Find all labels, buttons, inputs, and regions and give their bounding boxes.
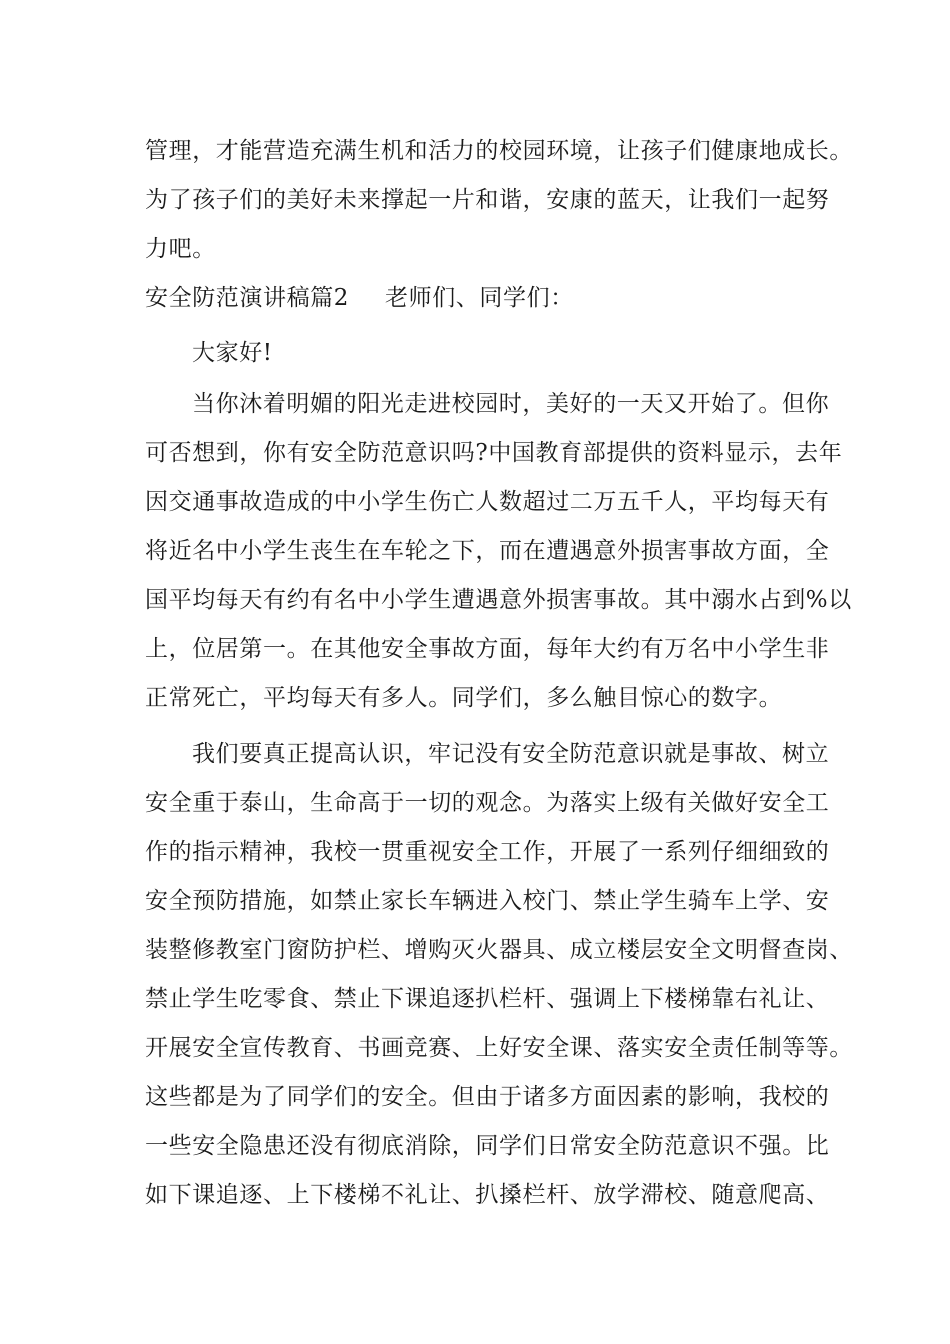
section-title: 安全防范演讲稿篇2 [145, 285, 350, 311]
paragraph2-line-1: 我们要真正提高认识，牢记没有安全防范意识就是事故、树立 [192, 741, 830, 767]
paragraph2-line-5: 装整修教室门窗防护栏、增购灭火器具、成立楼层安全文明督查岗、 [145, 937, 853, 963]
paragraph2-line-2: 安全重于泰山，生命高于一切的观念。为落实上级有关做好安全工 [145, 790, 830, 816]
paragraph2-line-6: 禁止学生吃零食、禁止下课追逐扒栏杆、强调上下楼梯靠右礼让、 [145, 986, 830, 1012]
salutation: 大家好! [192, 340, 273, 366]
intro-line-2: 为了孩子们的美好未来撑起一片和谐，安康的蓝天，让我们一起努 [145, 187, 830, 213]
paragraph2-line-4: 安全预防措施，如禁止家长车辆进入校门、禁止学生骑车上学、安 [145, 888, 830, 914]
paragraph1-line-5: 国平均每天有约有名中小学生遭遇意外损害事故。其中溺水占到%以 [145, 587, 852, 613]
paragraph1-line-6: 上，位居第一。在其他安全事故方面，每年大约有万名中小学生非 [145, 636, 830, 662]
intro-line-3: 力吧。 [145, 236, 216, 262]
paragraph1-line-1: 当你沐着明媚的阳光走进校园时，美好的一天又开始了。但你 [192, 391, 830, 417]
paragraph1-line-3: 因交通事故造成的中小学生伤亡人数超过二万五千人，平均每天有 [145, 489, 830, 515]
paragraph1-line-2: 可否想到，你有安全防范意识吗?中国教育部提供的资料显示，去年 [145, 440, 843, 466]
paragraph2-line-10: 如下课追逐、上下楼梯不礼让、扒搡栏杆、放学滞校、随意爬高、 [145, 1182, 830, 1208]
intro-line-1: 管理，才能营造充满生机和活力的校园环境，让孩子们健康地成长。 [145, 138, 853, 164]
paragraph1-line-4: 将近名中小学生丧生在车轮之下，而在遭遇意外损害事故方面，全 [145, 538, 830, 564]
paragraph1-line-7: 正常死亡，平均每天有多人。同学们，多么触目惊心的数字。 [145, 685, 783, 711]
section-greeting: 老师们、同学们： [385, 285, 574, 311]
paragraph2-line-7: 开展安全宣传教育、书画竞赛、上好安全课、落实安全责任制等等。 [145, 1035, 853, 1061]
paragraph2-line-9: 一些安全隐患还没有彻底消除，同学们日常安全防范意识不强。比 [145, 1133, 830, 1159]
paragraph2-line-3: 作的指示精神，我校一贯重视安全工作，开展了一系列仔细细致的 [145, 839, 830, 865]
paragraph2-line-8: 这些都是为了同学们的安全。但由于诸多方面因素的影响，我校的 [145, 1084, 830, 1110]
